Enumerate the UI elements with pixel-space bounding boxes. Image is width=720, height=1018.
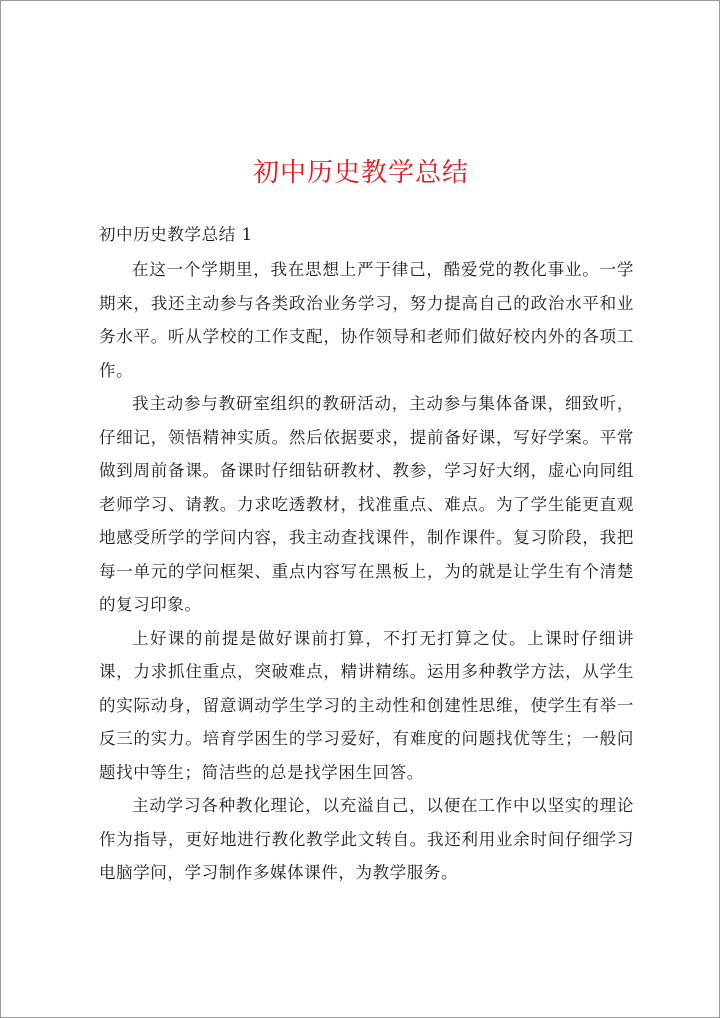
paragraph-4: 主动学习各种教化理论，以充溢自己，以便在工作中以坚实的理论作为指导，更好地进行教化教学此文转自。我还利用业余时间仔细学习电脑学问，学习制作多媒体课件，为教学服务。: [99, 796, 634, 882]
section-heading: 初中历史教学总结 1: [99, 225, 253, 244]
document-body: [99, 217, 634, 890]
paragraph-3: 上好课的前提是做好课前打算，不打无打算之仗。上课时仔细讲课，力求抓住重点，突破难点，精讲精练。运用多种教学方法，从学生的实际动身，留意调动学生学习的主动性和创建性思维，使学生有举一反三的实力。培育学困生的学习爱好，有难度的问题找优等生；一般问题找中等生；简洁些的总是找学困生回答。: [99, 628, 634, 782]
document-title: 初中历史教学总结: [252, 158, 469, 188]
paragraph-2: 我主动参与教研室组织的教研活动，主动参与集体备课，细致听，仔细记，领悟精神实质。然后依据要求，提前备好课，写好学案。平常做到周前备课。备课时仔细钻研教材、教参，学习好大纲，虚心向同组老师学习、请教。力求吃透教材，找准重点、难点。为了学生能更直观地感受所学的学问内容，我主动查找课件，制作课件。复习阶段，我把每一单元的学问框架、重点内容写在黑板上，为的就是让学生有个清楚的复习印象。: [99, 394, 634, 614]
paragraph-1: 在这一个学期里，我在思想上严于律己，酷爱党的教化事业。一学期来，我还主动参与各类政治业务学习，努力提高自己的政治水平和业务水平。听从学校的工作支配，协作领导和老师们做好校内外的各项工作。: [99, 260, 634, 380]
